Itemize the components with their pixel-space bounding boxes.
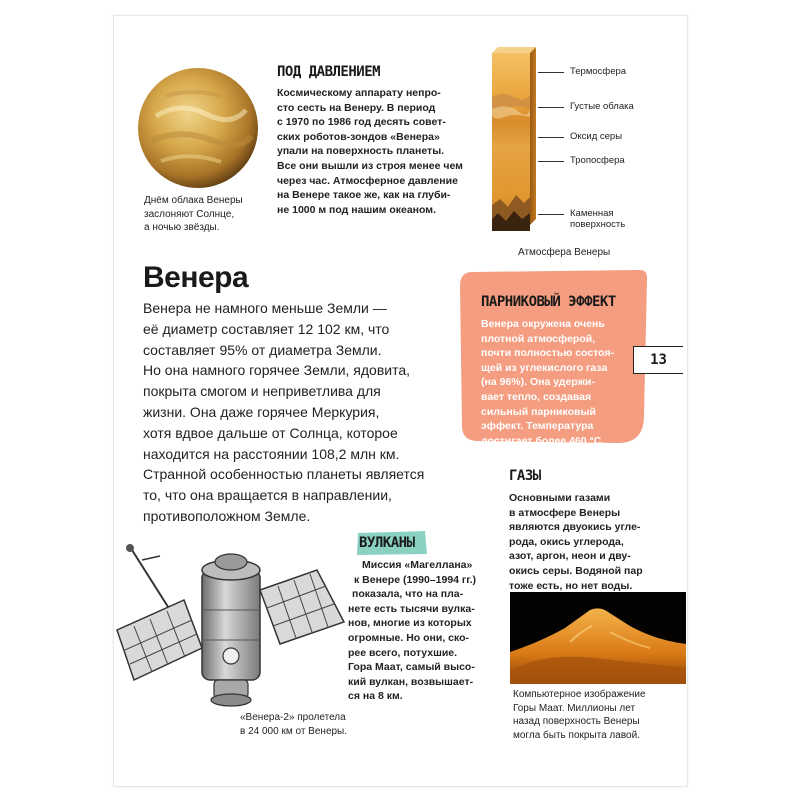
- planet-caption: [144, 194, 264, 235]
- gases-heading: ГАЗЫ: [509, 468, 541, 484]
- text-line: Венера не намного меньше Земли —: [143, 300, 387, 316]
- leader-line: [538, 161, 564, 162]
- text-line: достигает более 460 °C.: [481, 434, 605, 447]
- text-line: являются двуокись угле-: [509, 521, 641, 534]
- layer-rock-surface-2: поверхность: [570, 219, 626, 230]
- text-line: эффект. Температура: [481, 420, 594, 433]
- text-line: Гора Маат, самый высо-: [348, 661, 475, 674]
- probe-caption: [240, 711, 360, 738]
- text-line: окись серы. Водяной пар: [509, 564, 643, 577]
- text-line: в атмосфере Венеры: [509, 506, 621, 519]
- page-title: Венера: [143, 261, 249, 294]
- text-line: Венера окружена очень: [481, 318, 605, 330]
- venus-main-text: [143, 298, 443, 527]
- atmosphere-column-image: [484, 45, 546, 245]
- text-line: огромные. Но они, ско-: [348, 631, 470, 644]
- text-line: Странной особенностью планеты является: [143, 466, 425, 483]
- text-line: находится на расстоянии 108,2 млн км.: [143, 445, 400, 462]
- layer-troposphere: Тропосфера: [570, 155, 625, 166]
- text-line: противоположном Земле.: [143, 507, 311, 524]
- text-line: показала, что на пла-: [352, 588, 464, 601]
- caption-line: «Венера-2» пролетела: [240, 712, 346, 723]
- leader-line: [538, 137, 564, 138]
- text-line: вает тепло, создавая: [481, 390, 592, 403]
- caption-line: могла быть покрыта лавой.: [513, 729, 640, 741]
- caption-line: заслоняют Солнце,: [144, 208, 235, 220]
- text-line: на Венере такое же, как на глуби-: [277, 189, 451, 202]
- leader-line: [538, 107, 564, 108]
- layer-rock-surface-1: Каменная: [570, 208, 614, 219]
- text-line: нете есть тысячи вулка-: [348, 602, 475, 615]
- text-line: упали на поверхность планеты.: [277, 145, 445, 158]
- text-line: тоже есть, но нет воды.: [509, 579, 633, 592]
- text-line: с 1970 по 1986 год десять совет-: [277, 116, 446, 129]
- text-line: Все они вышли из строя менее чем: [277, 159, 463, 172]
- text-line: рее всего, потухшие.: [348, 646, 458, 659]
- pressure-text: [277, 86, 477, 217]
- text-line: ся на 8 км.: [348, 690, 403, 703]
- text-line: её диаметр составляет 12 102 км, что: [143, 320, 390, 337]
- text-line: сто сесть на Венеру. В период: [277, 101, 436, 114]
- text-line: не 1000 м под нашим океаном.: [277, 203, 436, 216]
- text-line: Основными газами: [509, 492, 611, 504]
- atmosphere-caption: Атмосфера Венеры: [518, 247, 611, 258]
- gases-text: [509, 491, 659, 593]
- caption-line: Компьютерное изображение: [513, 689, 646, 700]
- pressure-heading: ПОД ДАВЛЕНИЕМ: [277, 64, 381, 80]
- caption-line: а ночью звёзды.: [144, 222, 220, 233]
- page-number: 13: [633, 346, 683, 374]
- text-line: Космическому аппарату непро-: [277, 87, 441, 99]
- text-line: ских роботов-зондов «Венера»: [277, 130, 440, 143]
- volcanoes-heading: ВУЛКАНЫ: [359, 535, 415, 551]
- venus-planet-image: [136, 66, 260, 190]
- layer-dense-clouds: Густые облака: [570, 101, 634, 112]
- venera-2-probe-image: [112, 540, 347, 715]
- text-line: (на 96%). Она удержи-: [481, 376, 595, 389]
- text-line: рода, окись углерода,: [509, 535, 624, 548]
- text-line: плотной атмосферой,: [481, 332, 596, 345]
- text-line: щей из углекислого газа: [481, 361, 608, 374]
- layer-sulfur-oxide: Оксид серы: [570, 131, 623, 142]
- greenhouse-heading: ПАРНИКОВЫЙ ЭФФЕКТ: [481, 294, 616, 310]
- maat-mons-image: [510, 592, 686, 684]
- text-line: жизни. Она даже горячее Меркурия,: [143, 403, 380, 420]
- leader-line: [538, 214, 564, 215]
- text-line: сильный парниковый: [481, 405, 596, 418]
- leader-line: [538, 72, 564, 73]
- caption-line: Днём облака Венеры: [144, 195, 243, 206]
- text-line: составляет 95% от диаметра Земли.: [143, 341, 382, 358]
- text-line: к Венере (1990–1994 гг.): [354, 573, 477, 586]
- text-line: через час. Атмосферное давление: [277, 174, 458, 187]
- volcanoes-text: [340, 558, 495, 704]
- greenhouse-text: [481, 317, 631, 448]
- text-line: нов, многие из которых: [348, 617, 472, 630]
- text-line: кий вулкан, возвышает-: [348, 675, 474, 688]
- text-line: то, что она вращается в направлении,: [143, 487, 392, 504]
- text-line: Но она намного горячее Земли, ядовита,: [143, 362, 411, 379]
- text-line: покрыта смогом и неприветлива для: [143, 383, 381, 400]
- caption-line: в 24 000 км от Венеры.: [240, 725, 348, 737]
- layer-thermosphere: Термосфера: [570, 66, 627, 77]
- text-line: Миссия «Магеллана»: [362, 559, 473, 571]
- text-line: хотя вдвое дальше от Солнца, которое: [143, 424, 398, 441]
- caption-line: Горы Маат. Миллионы лет: [513, 702, 636, 714]
- text-line: почти полностью состоя-: [481, 347, 615, 360]
- maat-caption: [513, 688, 683, 742]
- text-line: азот, аргон, неон и дву-: [509, 550, 631, 563]
- caption-line: назад поверхность Венеры: [513, 716, 640, 727]
